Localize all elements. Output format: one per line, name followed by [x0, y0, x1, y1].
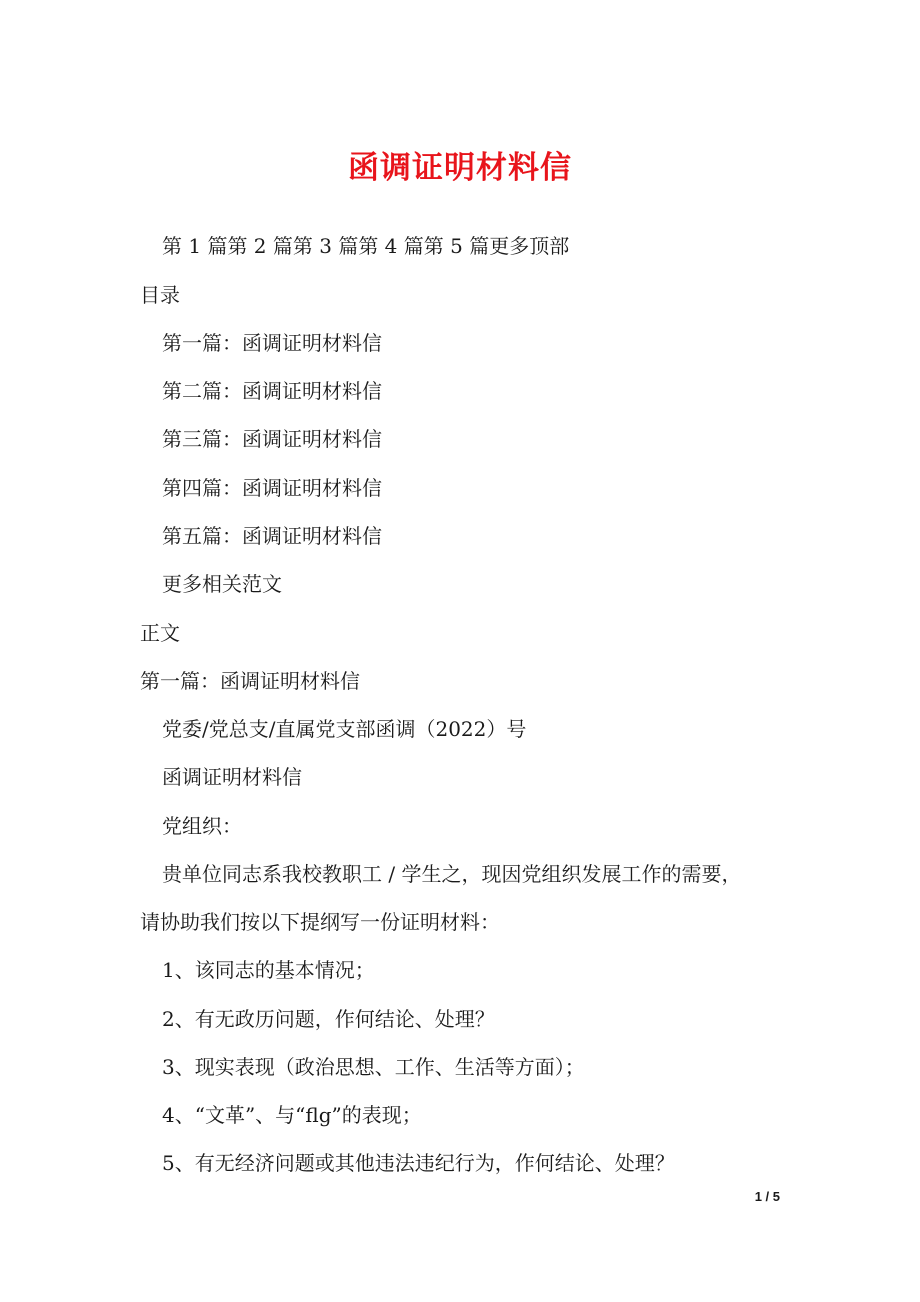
toc-item-5[interactable]: 第五篇：函调证明材料信	[162, 524, 382, 548]
body-line: 贵单位同志系我校教职工 / 学生之，现因党组织发展工作的需要，	[162, 862, 742, 886]
body-line: 2、有无政历问题，作何结论、处理？	[162, 1007, 495, 1031]
toc-item-more[interactable]: 更多相关范文	[162, 572, 282, 596]
body-line: 5、有无经济问题或其他违法违纪行为，作何结论、处理？	[162, 1151, 675, 1175]
body-line: 函调证明材料信	[162, 765, 302, 789]
toc-item-2[interactable]: 第二篇：函调证明材料信	[162, 379, 382, 403]
toc-item-4[interactable]: 第四篇：函调证明材料信	[162, 476, 382, 500]
toc-item-3[interactable]: 第三篇：函调证明材料信	[162, 427, 382, 451]
toc-item-1[interactable]: 第一篇：函调证明材料信	[162, 331, 382, 355]
section-heading: 第一篇：函调证明材料信	[140, 669, 360, 693]
article-nav-links[interactable]: 第 1 篇第 2 篇第 3 篇第 4 篇第 5 篇更多顶部	[162, 234, 570, 258]
document-title: 函调证明材料信	[348, 150, 572, 186]
body-line: 请协助我们按以下提纲写一份证明材料：	[140, 910, 500, 934]
body-line: 党组织：	[162, 814, 242, 838]
body-line: 党委/党总支/直属党支部函调（2022）号	[162, 717, 527, 741]
body-heading: 正文	[140, 621, 180, 645]
body-line: 3、现实表现（政治思想、工作、生活等方面）；	[162, 1055, 585, 1079]
body-line: 1、该同志的基本情况；	[162, 958, 375, 982]
body-line: 4、“文革”、与“flg”的表现；	[162, 1103, 422, 1127]
toc-heading: 目录	[140, 283, 180, 307]
page-number: 1 / 5	[754, 1189, 780, 1204]
